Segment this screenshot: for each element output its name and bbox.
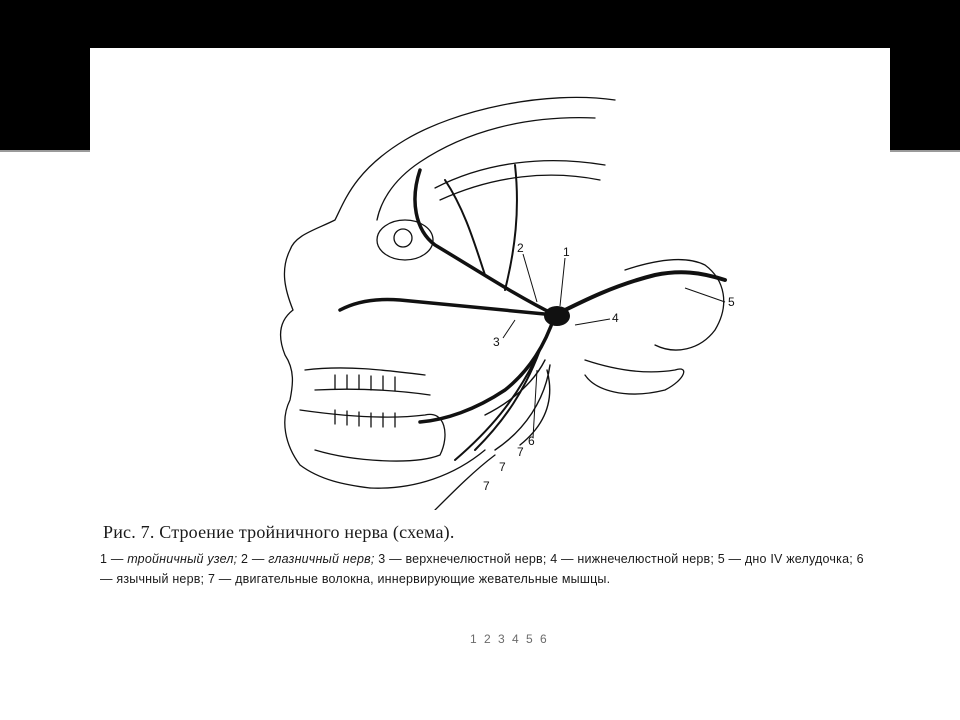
motor-fibers	[485, 360, 550, 450]
legend-item: 4 — нижнечелюстной нерв;	[550, 552, 715, 566]
label-3: 3	[493, 335, 500, 349]
caption-legend	[100, 549, 880, 589]
brain-surface	[435, 161, 605, 200]
label-1: 1	[563, 245, 570, 259]
legend-item: 3 — верхнечелюстной нерв;	[378, 552, 547, 566]
footer-numbers: 1 2 3 4 5 6	[470, 632, 549, 646]
maxillary-nerve	[340, 299, 555, 315]
label-7a: 7	[517, 445, 524, 459]
cerebellum	[585, 360, 684, 394]
eye-orbit	[377, 220, 433, 260]
label-7c: 7	[483, 479, 490, 493]
legend-item: 6 — язычный нерв;	[100, 552, 864, 586]
legend-item: 5 — дно IV желудочка;	[717, 552, 853, 566]
leader-5	[685, 288, 725, 302]
label-4: 4	[612, 311, 619, 325]
caption-title: Рис. 7. Строение тройничного нерва (схема).	[103, 522, 455, 542]
label-7b: 7	[499, 460, 506, 474]
trigeminal-ganglion	[544, 306, 570, 326]
label-6: 6	[528, 434, 535, 448]
leader-4	[575, 319, 610, 325]
label-5: 5	[728, 295, 735, 309]
lower-jaw	[300, 410, 445, 461]
root-to-brainstem	[555, 272, 725, 315]
leader-1	[560, 258, 565, 306]
eye-ball	[394, 229, 412, 247]
leader-2	[523, 254, 537, 302]
upper-jaw	[305, 368, 430, 395]
legend-item: 2 — глазничный нерв;	[241, 552, 375, 566]
legend-item: 7 — двигательные волокна, иннервирующие жевательные мышцы.	[207, 572, 611, 586]
label-2: 2	[517, 241, 524, 255]
trigeminal-nerve-diagram	[185, 70, 745, 510]
head-profile-outline	[281, 97, 615, 488]
neck-outline	[370, 450, 495, 510]
leader-3	[503, 320, 515, 338]
figure-caption	[100, 522, 890, 589]
legend-item: 1 — тройничный узел;	[100, 552, 238, 566]
teeth-row	[335, 375, 395, 427]
